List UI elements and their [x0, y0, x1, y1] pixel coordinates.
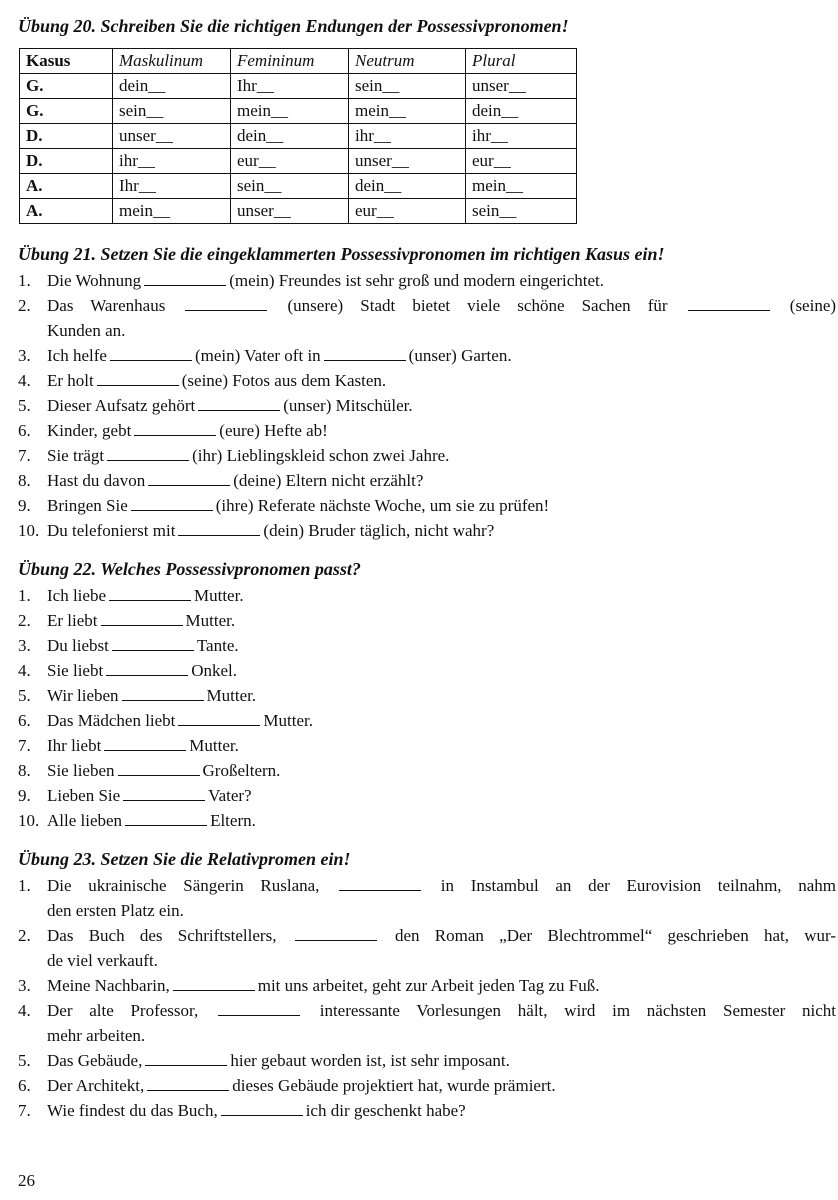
- table-cell: eur__: [349, 199, 466, 224]
- item-text: de viel verkauft.: [47, 951, 158, 970]
- item-number: 2.: [18, 611, 31, 630]
- list-item: [18, 758, 836, 783]
- exercise-22: [18, 557, 836, 833]
- item-text: Mutter.: [189, 736, 239, 755]
- table-cell: sein__: [231, 174, 349, 199]
- answer-blank[interactable]: [109, 585, 191, 601]
- item-number: 6.: [18, 711, 31, 730]
- list-item: [18, 583, 836, 608]
- item-text: Er liebt: [47, 611, 98, 630]
- possessive-endings-table: [19, 48, 577, 224]
- item-text: Meine Nachbarin,: [47, 976, 170, 995]
- header-maskulinum: Maskulinum: [113, 49, 231, 74]
- item-text: Bringen Sie: [47, 496, 128, 515]
- answer-blank[interactable]: [104, 735, 186, 751]
- item-text: (ihre) Referate nächste Woche, um sie zu prüfen!: [215, 496, 550, 515]
- item-text: Die Wohnung: [47, 271, 142, 290]
- table-row: [20, 99, 577, 124]
- table-cell: dein__: [349, 174, 466, 199]
- item-number: 10.: [18, 811, 40, 830]
- item-number: 5.: [18, 396, 31, 415]
- exercise-21-list: [18, 268, 836, 543]
- item-number: 6.: [18, 421, 31, 440]
- table-cell: sein__: [466, 199, 577, 224]
- item-text: (ihr) Lieblingskleid schon zwei Jahre.: [192, 446, 450, 465]
- item-text: interessante Vorlesungen hält, wird im nächsten Semester nicht: [319, 1001, 837, 1020]
- answer-blank[interactable]: [178, 520, 260, 536]
- item-text: Mutter.: [206, 686, 257, 705]
- item-text: Das Buch des Schriftstellers,: [47, 926, 277, 945]
- answer-blank[interactable]: [147, 1075, 229, 1091]
- item-number: 4.: [18, 371, 31, 390]
- list-item: [18, 343, 836, 368]
- item-text: in Instambul an der Eurovision teilnahm, nahm: [440, 876, 836, 895]
- list-item: [18, 733, 836, 758]
- item-number: 3.: [18, 636, 31, 655]
- list-item: [18, 1073, 836, 1098]
- answer-blank[interactable]: [144, 270, 226, 286]
- answer-blank[interactable]: [106, 660, 188, 676]
- item-text: Die ukrainische Sängerin Ruslana,: [47, 876, 320, 895]
- item-text: Lieben Sie: [47, 786, 121, 805]
- exercise-20: [18, 14, 836, 224]
- list-item: [18, 493, 836, 518]
- item-text: Das Gebäude,: [47, 1051, 143, 1070]
- exercise-23: [18, 847, 836, 1123]
- answer-blank[interactable]: [221, 1100, 303, 1116]
- table-cell: A.: [20, 174, 113, 199]
- item-text: Alle lieben: [47, 811, 123, 830]
- table-cell: A.: [20, 199, 113, 224]
- item-text: Das Warenhaus: [47, 296, 166, 315]
- item-text: Kunden an.: [47, 321, 126, 340]
- item-text: (eure) Hefte ab!: [219, 421, 328, 440]
- list-item: [18, 658, 836, 683]
- item-number: 4.: [18, 661, 31, 680]
- item-number: 1.: [18, 876, 31, 895]
- item-text: Ich helfe: [47, 346, 107, 365]
- item-number: 6.: [18, 1076, 31, 1095]
- exercise-21-title: Übung 21. Setzen Sie die eingeklammerten Possessivpronomen im richtigen Kasus ein!: [18, 244, 665, 264]
- item-text: Dieser Aufsatz gehört: [47, 396, 196, 415]
- item-number: 7.: [18, 1101, 31, 1120]
- list-item: [18, 468, 836, 493]
- answer-blank[interactable]: [123, 785, 205, 801]
- item-number: 2.: [18, 926, 31, 945]
- table-cell: mein__: [231, 99, 349, 124]
- answer-blank[interactable]: [97, 370, 179, 386]
- item-text: Sie lieben: [47, 761, 115, 780]
- list-item: [18, 608, 836, 633]
- list-item: [18, 873, 836, 898]
- list-item: [18, 268, 836, 293]
- item-text: Mutter.: [263, 711, 313, 730]
- item-text: (unser) Mitschüler.: [283, 396, 413, 415]
- list-item: [18, 708, 836, 733]
- item-text: Kinder, gebt: [47, 421, 132, 440]
- item-number: 5.: [18, 686, 31, 705]
- list-item: [18, 683, 836, 708]
- table-cell: ihr__: [466, 124, 577, 149]
- table-cell: G.: [20, 99, 113, 124]
- header-neutrum: Neutrum: [349, 49, 466, 74]
- item-text: Tante.: [196, 636, 239, 655]
- answer-blank[interactable]: [134, 420, 216, 436]
- table-cell: dein__: [113, 74, 231, 99]
- worksheet-page: [18, 14, 836, 1123]
- answer-blank[interactable]: [688, 295, 770, 311]
- item-text: Sie trägt: [47, 446, 105, 465]
- answer-blank[interactable]: [122, 685, 204, 701]
- list-item: [18, 293, 836, 318]
- answer-blank[interactable]: [178, 710, 260, 726]
- item-text: (seine): [789, 296, 837, 315]
- list-item: [18, 418, 836, 443]
- list-item-continuation: [18, 948, 836, 973]
- table-cell: Ihr__: [113, 174, 231, 199]
- list-item: [18, 808, 836, 833]
- list-item: [18, 783, 836, 808]
- table-cell: mein__: [349, 99, 466, 124]
- item-number: 7.: [18, 446, 31, 465]
- item-text: mehr arbeiten.: [47, 1026, 146, 1045]
- table-cell: ihr__: [349, 124, 466, 149]
- item-text: (mein) Freundes ist sehr groß und modern eingerichtet.: [229, 271, 605, 290]
- item-number: 8.: [18, 471, 31, 490]
- header-kasus: Kasus: [20, 49, 113, 74]
- table-cell: sein__: [113, 99, 231, 124]
- item-text: Sie liebt: [47, 661, 104, 680]
- answer-blank[interactable]: [148, 470, 230, 486]
- answer-blank[interactable]: [324, 345, 406, 361]
- table-cell: dein__: [466, 99, 577, 124]
- table-row: [20, 124, 577, 149]
- table-cell: unser__: [231, 199, 349, 224]
- table-row: [20, 74, 577, 99]
- table-row: [20, 149, 577, 174]
- item-number: 9.: [18, 786, 31, 805]
- list-item: [18, 1048, 836, 1073]
- list-item-continuation: [18, 318, 836, 343]
- list-item-continuation: [18, 898, 836, 923]
- table-cell: mein__: [113, 199, 231, 224]
- item-number: 9.: [18, 496, 31, 515]
- answer-blank[interactable]: [173, 975, 255, 991]
- exercise-23-list: [18, 873, 836, 1123]
- list-item: [18, 443, 836, 468]
- list-item: [18, 973, 836, 998]
- table-cell: mein__: [466, 174, 577, 199]
- table-cell: unser__: [113, 124, 231, 149]
- item-number: 3.: [18, 346, 31, 365]
- item-text: den ersten Platz ein.: [47, 901, 184, 920]
- item-text: ich dir geschenkt habe?: [305, 1101, 466, 1120]
- item-number: 4.: [18, 1001, 31, 1020]
- list-item: [18, 923, 836, 948]
- table-row: [20, 174, 577, 199]
- item-text: (seine) Fotos aus dem Kasten.: [181, 371, 387, 390]
- item-text: Der Architekt,: [47, 1076, 145, 1095]
- list-item: [18, 368, 836, 393]
- item-text: Du liebst: [47, 636, 109, 655]
- table-cell: unser__: [466, 74, 577, 99]
- item-text: mit uns arbeitet, geht zur Arbeit jeden Tag zu Fuß.: [257, 976, 600, 995]
- list-item: [18, 393, 836, 418]
- item-number: 1.: [18, 271, 31, 290]
- table-row: [20, 199, 577, 224]
- table-cell: Ihr__: [231, 74, 349, 99]
- answer-blank[interactable]: [339, 875, 421, 891]
- item-text: Eltern.: [210, 811, 256, 830]
- exercise-20-title: Übung 20. Schreiben Sie die richtigen Endungen der Possessivpronomen!: [18, 16, 569, 36]
- table-cell: eur__: [231, 149, 349, 174]
- table-cell: G.: [20, 74, 113, 99]
- list-item-continuation: [18, 1023, 836, 1048]
- item-text: (dein) Bruder täglich, nicht wahr?: [263, 521, 495, 540]
- list-item: [18, 518, 836, 543]
- item-text: Großeltern.: [202, 761, 281, 780]
- item-number: 5.: [18, 1051, 31, 1070]
- item-text: dieses Gebäude projektiert hat, wurde prämiert.: [232, 1076, 556, 1095]
- item-text: Wir lieben: [47, 686, 119, 705]
- item-text: Er holt: [47, 371, 94, 390]
- answer-blank[interactable]: [107, 445, 189, 461]
- item-number: 7.: [18, 736, 31, 755]
- item-text: Onkel.: [191, 661, 237, 680]
- exercise-22-list: [18, 583, 836, 833]
- answer-blank[interactable]: [118, 760, 200, 776]
- table-header-row: [20, 49, 577, 74]
- table-cell: unser__: [349, 149, 466, 174]
- table-cell: ihr__: [113, 149, 231, 174]
- item-text: Der alte Professor,: [47, 1001, 199, 1020]
- item-text: Das Mädchen liebt: [47, 711, 176, 730]
- item-text: Ich liebe: [47, 586, 106, 605]
- table-cell: dein__: [231, 124, 349, 149]
- item-text: Hast du davon: [47, 471, 146, 490]
- answer-blank[interactable]: [131, 495, 213, 511]
- item-text: Wie findest du das Buch,: [47, 1101, 218, 1120]
- table-cell: D.: [20, 149, 113, 174]
- table-cell: sein__: [349, 74, 466, 99]
- answer-blank[interactable]: [125, 810, 207, 826]
- item-number: 2.: [18, 296, 31, 315]
- item-text: (mein) Vater oft in: [194, 346, 321, 365]
- header-plural: Plural: [466, 49, 577, 74]
- item-text: Mutter.: [185, 611, 236, 630]
- list-item: [18, 1098, 836, 1123]
- answer-blank[interactable]: [295, 925, 377, 941]
- item-text: (deine) Eltern nicht erzählt?: [233, 471, 424, 490]
- item-number: 1.: [18, 586, 31, 605]
- item-text: Vater?: [208, 786, 252, 805]
- list-item: [18, 998, 836, 1023]
- page-number: 26: [18, 1171, 35, 1190]
- item-text: den Roman „Der Blechtrommel“ geschrieben hat, wur-: [394, 926, 836, 945]
- item-text: (unser) Garten.: [408, 346, 512, 365]
- item-text: Du telefonierst mit: [47, 521, 176, 540]
- table-cell: eur__: [466, 149, 577, 174]
- answer-blank[interactable]: [145, 1050, 227, 1066]
- item-text: Mutter.: [194, 586, 244, 605]
- item-text: Ihr liebt: [47, 736, 102, 755]
- list-item: [18, 633, 836, 658]
- answer-blank[interactable]: [185, 295, 267, 311]
- item-number: 10.: [18, 521, 40, 540]
- answer-blank[interactable]: [198, 395, 280, 411]
- table-cell: D.: [20, 124, 113, 149]
- answer-blank[interactable]: [110, 345, 192, 361]
- exercise-21: [18, 242, 836, 543]
- item-number: 3.: [18, 976, 31, 995]
- answer-blank[interactable]: [218, 1000, 300, 1016]
- exercise-23-title: Übung 23. Setzen Sie die Relativpromen ein!: [18, 849, 351, 869]
- item-number: 8.: [18, 761, 31, 780]
- exercise-22-title: Übung 22. Welches Possessivpronomen passt?: [18, 559, 361, 579]
- item-text: (unsere) Stadt bietet viele schöne Sachen für: [287, 296, 668, 315]
- answer-blank[interactable]: [101, 610, 183, 626]
- header-femininum: Femininum: [231, 49, 349, 74]
- item-text: hier gebaut worden ist, ist sehr imposant.: [230, 1051, 510, 1070]
- answer-blank[interactable]: [112, 635, 194, 651]
